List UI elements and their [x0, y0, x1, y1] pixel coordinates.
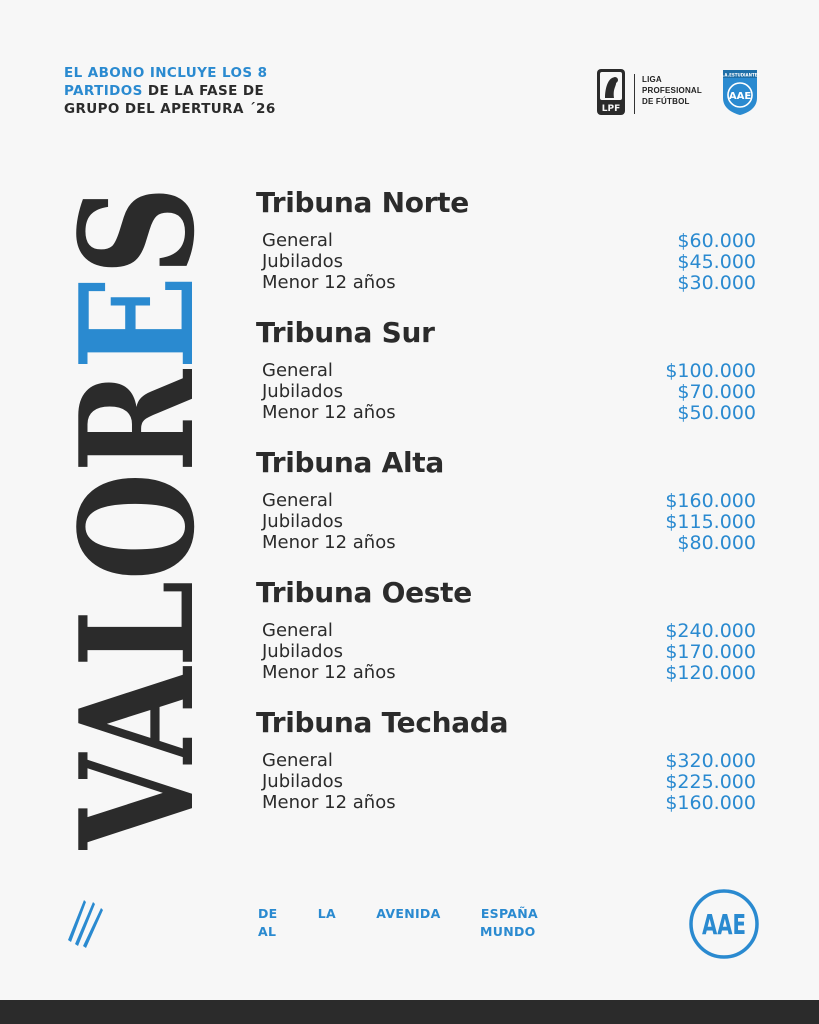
price-row [256, 532, 756, 553]
motto-word: DE [258, 906, 278, 921]
price-value: $115.000 [665, 510, 756, 533]
motto [258, 905, 538, 941]
price-label: General [262, 750, 333, 771]
tribuna-section [256, 186, 756, 316]
price-row [256, 771, 756, 792]
price-value: $60.000 [677, 229, 756, 252]
lpf-logo-icon [596, 68, 626, 116]
claw-marks-icon [66, 896, 106, 948]
valores-dark-2 [66, 186, 198, 275]
price-row [256, 230, 756, 251]
price-label: Jubilados [262, 251, 343, 272]
league-name-line: PROFESIONAL [642, 86, 702, 95]
price-value: $70.000 [677, 380, 756, 403]
price-value: $160.000 [665, 489, 756, 512]
price-label: General [262, 230, 333, 251]
price-row [256, 750, 756, 771]
price-row [256, 641, 756, 662]
valores-headline [66, 186, 198, 850]
price-label: Menor 12 años [262, 792, 396, 813]
price-label: General [262, 360, 333, 381]
price-row [256, 490, 756, 511]
price-label: Menor 12 años [262, 402, 396, 423]
price-value: $320.000 [665, 749, 756, 772]
lpf-mark-text: LPF [601, 104, 621, 114]
league-name-line: DE FÚTBOL [642, 97, 690, 106]
motto-word: MUNDO [480, 924, 536, 939]
price-row [256, 511, 756, 532]
valores-dark-1: VALOR [66, 244, 198, 850]
price-value: $80.000 [677, 531, 756, 554]
motto-row-1 [258, 905, 538, 923]
intro-text [64, 64, 276, 118]
price-label: Menor 12 años [262, 662, 396, 683]
aae-logo-letters: AAE [702, 908, 746, 941]
price-label: Jubilados [262, 381, 343, 402]
club-badge-letters: AAE [728, 91, 752, 102]
price-label: Menor 12 años [262, 272, 396, 293]
price-label: Jubilados [262, 771, 343, 792]
footer-bar [0, 1000, 819, 1024]
valores-text [66, 186, 198, 850]
price-label: General [262, 620, 333, 641]
tribuna-title: Tribuna Techada [256, 706, 509, 739]
price-label: General [262, 490, 333, 511]
tribuna-title: Tribuna Oeste [256, 576, 472, 609]
price-value: $225.000 [665, 770, 756, 793]
league-name [642, 74, 718, 107]
price-value: $100.000 [665, 359, 756, 382]
price-value: $50.000 [677, 401, 756, 424]
club-badge-label: A.A.ESTUDIANTES [721, 72, 759, 78]
price-row [256, 662, 756, 683]
price-row [256, 251, 756, 272]
price-row [256, 792, 756, 813]
price-value: $45.000 [677, 250, 756, 273]
tribuna-section [256, 446, 756, 576]
tribuna-section [256, 316, 756, 446]
motto-word: ESPAÑA [480, 906, 538, 921]
price-value: $120.000 [665, 661, 756, 684]
club-badge-icon [721, 68, 759, 116]
motto-word: AL [258, 924, 277, 939]
price-label: Menor 12 años [262, 532, 396, 553]
intro-line1: EL ABONO INCLUYE LOS 8 [64, 65, 268, 81]
price-label: Jubilados [262, 511, 343, 532]
tribuna-title: Tribuna Sur [256, 316, 435, 349]
intro-line2-rest: DE LA FASE DE [142, 83, 265, 99]
price-row [256, 381, 756, 402]
price-row [256, 360, 756, 381]
price-row [256, 620, 756, 641]
league-name-line: LIGA [642, 75, 662, 84]
tribuna-section [256, 706, 756, 836]
tribuna-title: Tribuna Alta [256, 446, 444, 479]
motto-word: LA [317, 906, 337, 921]
price-value: $30.000 [677, 271, 756, 294]
price-label: Jubilados [262, 641, 343, 662]
price-row [256, 402, 756, 423]
valores-blue-letter [66, 275, 198, 369]
tribuna-section [256, 576, 756, 706]
price-list [256, 186, 756, 836]
motto-row-2 [258, 923, 538, 941]
intro-line3: GRUPO DEL APERTURA ´26 [64, 101, 276, 117]
tribuna-title: Tribuna Norte [256, 186, 469, 219]
aae-logo-icon [688, 888, 760, 960]
price-row [256, 272, 756, 293]
logo-divider [634, 74, 635, 114]
motto-word: AVENIDA [376, 906, 441, 921]
price-value: $170.000 [665, 640, 756, 663]
intro-line2-accent: PARTIDOS [64, 83, 143, 99]
price-value: $160.000 [665, 791, 756, 814]
price-value: $240.000 [665, 619, 756, 642]
